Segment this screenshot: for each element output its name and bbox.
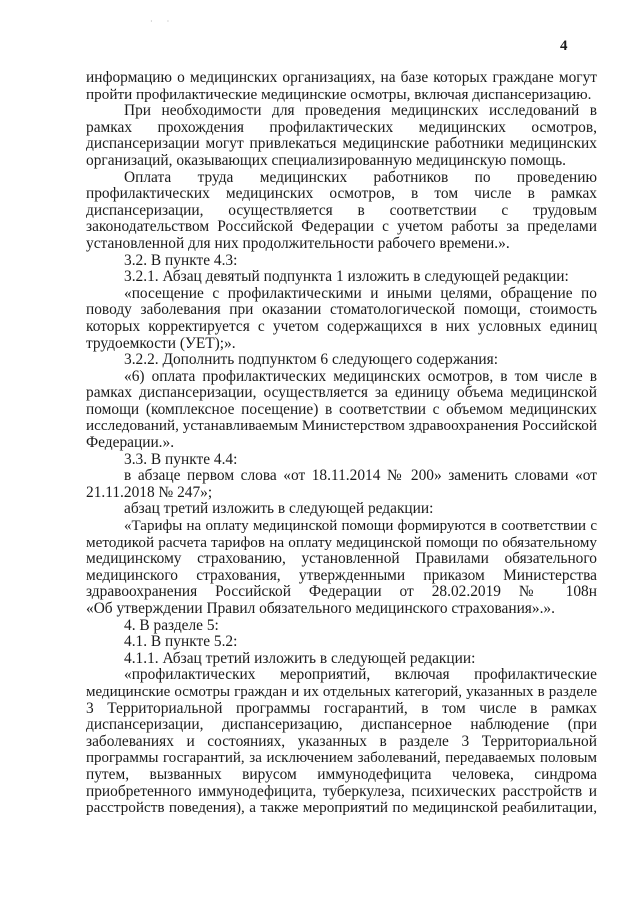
text-line: 4.1. В пункте 5.2: [124, 633, 238, 651]
text-line: диспансеризации, диспансеризацию, диспансерное наблюдение (при [86, 716, 597, 734]
text-line: законодательством Российской Федерации с учетом работы за пределами [86, 218, 597, 236]
text-line: «Об утверждении Правил обязательного медицинского страхования».». [86, 600, 555, 617]
text-line: здравоохранения Российской Федерации от 28.02.2019 № 108н [86, 583, 597, 601]
text-line: медицинские осмотры граждан и их отдельных категорий, указанных в разделе [86, 683, 597, 700]
text-line: заболеваниях и состояниях, указанных в разделе 3 Территориальной [86, 732, 597, 750]
text-line: «посещение с профилактическими и иными целями, обращение по [124, 284, 597, 302]
text-line: 4.1.1. Абзац третий изложить в следующей редакции: [124, 649, 476, 667]
text-line: диспансеризации, осуществляется в соответствии с трудовым [86, 201, 597, 219]
text-line: «6) оплата профилактических медицинских осмотров, в том числе в [124, 367, 597, 385]
text-line: абзац третий изложить в следующей редакции: [124, 500, 434, 518]
text-line: Федерации.». [86, 434, 175, 452]
text-line: программы госгарантий, за исключением заболеваний, передаваемых половым [86, 750, 597, 767]
text-line: организаций, оказывающих специализированную медицинскую помощь. [86, 151, 566, 169]
text-line: Оплата труда медицинских работников по проведению [124, 168, 597, 186]
text-line: 3.2.2. Дополнить подпунктом 6 следующего содержания: [124, 351, 499, 369]
text-line: 3.3. В пункте 4.4: [124, 450, 238, 468]
text-line: 3.2. В пункте 4.3: [124, 251, 238, 269]
text-line: путем, вызванных вирусом иммунодефицита человека, синдрома [86, 765, 597, 783]
text-line: «Тарифы на оплату медицинской помощи формируются в соответствии с [124, 518, 597, 535]
text-line: рамках диспансеризации, осуществляется за единицу объема медицинской [86, 384, 597, 402]
text-line: пройти профилактические медицинские осмотры, включая диспансеризацию. [86, 85, 592, 103]
text-line: в абзаце первом слова «от 18.11.2014 № 200» заменить словами «от [124, 467, 597, 485]
text-line: рамках прохождения профилактических медицинских осмотров, [86, 118, 597, 136]
text-line: 3.2.1. Абзац девятый подпункта 1 изложить в следующей редакции: [124, 268, 569, 286]
text-line: трудоемкости (УЕТ);». [86, 334, 236, 352]
text-line: установленной для них продолжительности рабочего времени.». [86, 234, 510, 252]
text-line: 21.11.2018 № 247»; [86, 483, 213, 501]
text-line: расстройств поведения), а также мероприятий по медицинской реабилитации, [86, 799, 597, 817]
text-line: методикой расчета тарифов на оплату медицинской помощи по обязательному [86, 533, 597, 551]
text-line: исследований, устанавливаемым Министерством здравоохранения Российской [86, 417, 597, 435]
text-line: профилактических медицинских осмотров, в том числе в рамках [86, 185, 597, 203]
scan-mark: · · [150, 17, 176, 26]
text-line: При необходимости для проведения медицинских исследований в [124, 102, 597, 120]
text-line: 3 Территориальной программы госгарантий, в том числе в рамках [86, 699, 597, 717]
text-line: приобретенного иммунодефицита, туберкулеза, психических расстройств и [86, 782, 597, 800]
text-line: «профилактических мероприятий, включая профилактические [124, 666, 597, 684]
text-line: помощи (комплексное посещение) в соответствии с объемом медицинских [86, 400, 597, 418]
text-line: медицинского страхования, утвержденными приказом Министерства [86, 566, 597, 584]
text-line: которых корректируется с учетом содержащихся в них условных единиц [86, 317, 597, 335]
text-line: информацию о медицинских организациях, на базе которых граждане могут [86, 69, 597, 86]
text-line: диспансеризации могут привлекаться медицинские работники медицинских [86, 135, 597, 153]
text-line: медицинскому страхованию, установленной Правилами обязательного [86, 550, 597, 568]
body-text [86, 70, 597, 817]
text-line: поводу заболевания при оказании стоматологической помощи, стоимость [86, 301, 597, 319]
text-line: 4. В разделе 5: [124, 616, 219, 634]
page-number: 4 [560, 38, 568, 54]
